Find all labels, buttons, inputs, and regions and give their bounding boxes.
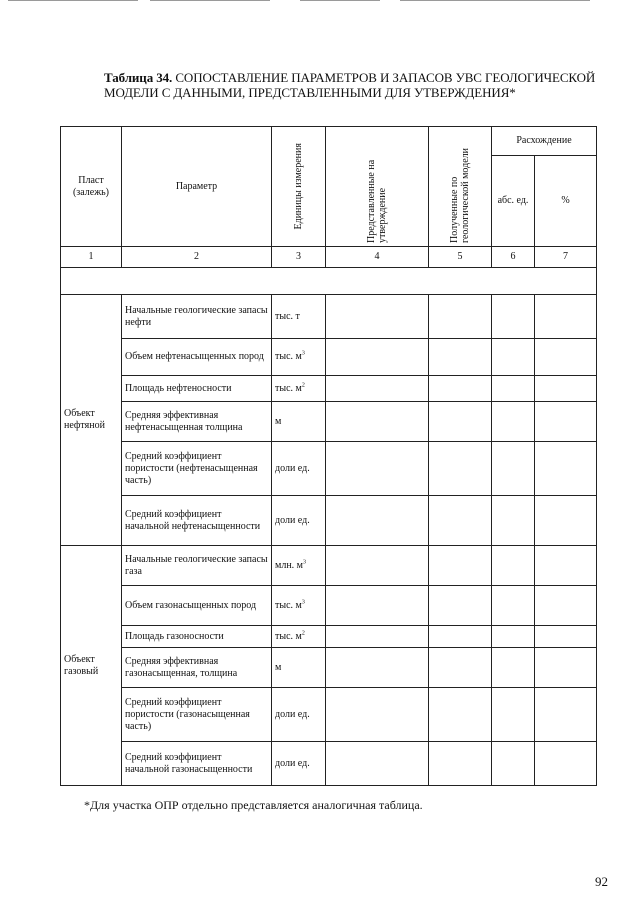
unit-text: доли ед. <box>275 514 310 526</box>
header-discrepancy: Расхождение <box>492 127 597 156</box>
unit-text: м <box>275 415 282 427</box>
unit-exponent: 3 <box>301 599 305 606</box>
unit-exponent: 3 <box>301 350 305 357</box>
footnote: *Для участка ОПР отдельно представляется аналогичная таблица. <box>84 798 423 812</box>
comparison-table <box>60 126 597 786</box>
table-row <box>61 442 597 496</box>
column-number: 2 <box>122 247 272 268</box>
empty-value-cell <box>326 648 429 688</box>
parameter-cell: Площадь газоносности <box>122 626 272 648</box>
column-number: 5 <box>429 247 492 268</box>
empty-value-cell <box>326 402 429 442</box>
empty-value-cell <box>326 546 429 586</box>
table-row <box>61 626 597 648</box>
unit-text: тыс. м <box>275 351 302 362</box>
unit-text: доли ед. <box>275 757 310 769</box>
header-abs: абс. ед. <box>492 156 535 247</box>
empty-value-cell <box>535 339 597 376</box>
empty-value-cell <box>326 626 429 648</box>
spacer-row <box>61 268 597 295</box>
column-number: 6 <box>492 247 535 268</box>
column-number: 3 <box>272 247 326 268</box>
table-row <box>61 586 597 626</box>
empty-value-cell <box>492 496 535 546</box>
empty-value-cell <box>429 376 492 402</box>
table-title <box>104 70 604 100</box>
empty-value-cell <box>535 648 597 688</box>
table-row <box>61 376 597 402</box>
unit-exponent: 2 <box>301 630 305 637</box>
parameter-cell: Средний коэффициент пористости (нефтенасыщенная часть) <box>122 442 272 496</box>
parameter-cell: Объем нефтенасыщенных пород <box>122 339 272 376</box>
empty-value-cell <box>492 442 535 496</box>
empty-value-cell <box>429 626 492 648</box>
parameter-cell: Начальные геологические запасы нефти <box>122 295 272 339</box>
header-row-top <box>61 127 597 156</box>
table-row <box>61 742 597 786</box>
empty-value-cell <box>429 295 492 339</box>
header-layer: Пласт (залежь) <box>61 127 122 247</box>
empty-value-cell <box>326 586 429 626</box>
empty-value-cell <box>535 586 597 626</box>
header-parameter: Параметр <box>122 127 272 247</box>
unit-cell <box>272 339 326 376</box>
unit-text: тыс. м <box>275 599 302 611</box>
empty-value-cell <box>429 402 492 442</box>
empty-value-cell <box>326 688 429 742</box>
object-cell: Объект нефтяной <box>61 295 122 546</box>
parameter-cell: Площадь нефтеносности <box>122 376 272 402</box>
empty-value-cell <box>492 376 535 402</box>
empty-value-cell <box>492 546 535 586</box>
table-row <box>61 339 597 376</box>
column-number-row <box>61 247 597 268</box>
header-units-cell <box>272 127 326 247</box>
table-row <box>61 496 597 546</box>
header-obtained-cell <box>429 127 492 247</box>
parameter-cell: Средняя эффективная газонасыщенная, толщина <box>122 648 272 688</box>
parameter-cell: Средняя эффективная нефтенасыщенная толщина <box>122 402 272 442</box>
empty-value-cell <box>535 295 597 339</box>
spacer-cell <box>61 268 597 295</box>
unit-text: млн. м <box>275 559 303 571</box>
unit-cell <box>272 586 326 626</box>
table-row <box>61 402 597 442</box>
unit-cell <box>272 496 326 546</box>
unit-text: тыс. т <box>275 310 300 322</box>
header-units: Единицы измерения <box>293 143 304 230</box>
column-number: 4 <box>326 247 429 268</box>
empty-value-cell <box>326 442 429 496</box>
empty-value-cell <box>429 546 492 586</box>
unit-text: м <box>275 661 282 673</box>
empty-value-cell <box>492 742 535 786</box>
header-percent: % <box>535 156 597 247</box>
empty-value-cell <box>492 339 535 376</box>
page-number: 92 <box>595 874 608 889</box>
unit-text: доли ед. <box>275 708 310 720</box>
table-row <box>61 648 597 688</box>
empty-value-cell <box>535 376 597 402</box>
empty-value-cell <box>535 626 597 648</box>
unit-cell <box>272 295 326 339</box>
header-submitted-cell <box>326 127 429 247</box>
empty-value-cell <box>429 742 492 786</box>
scan-artifact-line <box>400 0 590 1</box>
empty-value-cell <box>492 402 535 442</box>
unit-cell <box>272 402 326 442</box>
empty-value-cell <box>535 742 597 786</box>
empty-value-cell <box>429 442 492 496</box>
parameter-cell: Средний коэффициент пористости (газонасыщенная часть) <box>122 688 272 742</box>
column-number: 1 <box>61 247 122 268</box>
table-body <box>61 127 597 786</box>
empty-value-cell <box>326 295 429 339</box>
empty-value-cell <box>535 442 597 496</box>
unit-cell <box>272 742 326 786</box>
empty-value-cell <box>326 496 429 546</box>
empty-value-cell <box>492 295 535 339</box>
unit-cell <box>272 546 326 586</box>
table-title-prefix: Таблица 34. <box>104 70 173 85</box>
table-row <box>61 546 597 586</box>
empty-value-cell <box>429 648 492 688</box>
scan-artifact-line <box>8 0 138 1</box>
unit-text: тыс. м <box>275 630 302 642</box>
header-submitted: Представленные на утверждение <box>366 159 388 243</box>
object-cell: Объект газовый <box>61 546 122 786</box>
empty-value-cell <box>492 648 535 688</box>
empty-value-cell <box>326 742 429 786</box>
empty-value-cell <box>429 496 492 546</box>
unit-cell <box>272 626 326 648</box>
empty-value-cell <box>429 339 492 376</box>
empty-value-cell <box>429 688 492 742</box>
column-number: 7 <box>535 247 597 268</box>
unit-exponent: 3 <box>303 559 306 566</box>
empty-value-cell <box>326 376 429 402</box>
scan-artifact-line <box>300 0 380 1</box>
parameter-cell: Средний коэффициент начальной газонасыщенности <box>122 742 272 786</box>
unit-cell <box>272 376 326 402</box>
table-title-text: СОПОСТАВЛЕНИЕ ПАРАМЕТРОВ И ЗАПАСОВ УВС ГЕОЛОГИЧЕСКОЙ МОДЕЛИ С ДАННЫМИ, ПРЕДСТАВЛЕННЫМИ ДЛЯ УТВЕРЖДЕНИЯ* <box>104 70 596 100</box>
table-row <box>61 295 597 339</box>
empty-value-cell <box>492 688 535 742</box>
empty-value-cell <box>429 586 492 626</box>
unit-cell <box>272 442 326 496</box>
parameter-cell: Объем газонасыщенных пород <box>122 586 272 626</box>
empty-value-cell <box>326 339 429 376</box>
unit-cell <box>272 688 326 742</box>
empty-value-cell <box>535 496 597 546</box>
table-row <box>61 688 597 742</box>
unit-text: доли ед. <box>275 462 310 474</box>
empty-value-cell <box>535 402 597 442</box>
empty-value-cell <box>492 626 535 648</box>
unit-text: тыс. м <box>275 382 302 394</box>
empty-value-cell <box>535 546 597 586</box>
scan-artifact-line <box>150 0 270 1</box>
parameter-cell: Средний коэффициент начальной нефтенасыщенности <box>122 496 272 546</box>
parameter-cell: Начальные геологические запасы газа <box>122 546 272 586</box>
unit-exponent: 2 <box>301 382 305 389</box>
empty-value-cell <box>492 586 535 626</box>
empty-value-cell <box>535 688 597 742</box>
unit-cell <box>272 648 326 688</box>
header-obtained: Полученные по геологической модели <box>449 147 471 243</box>
